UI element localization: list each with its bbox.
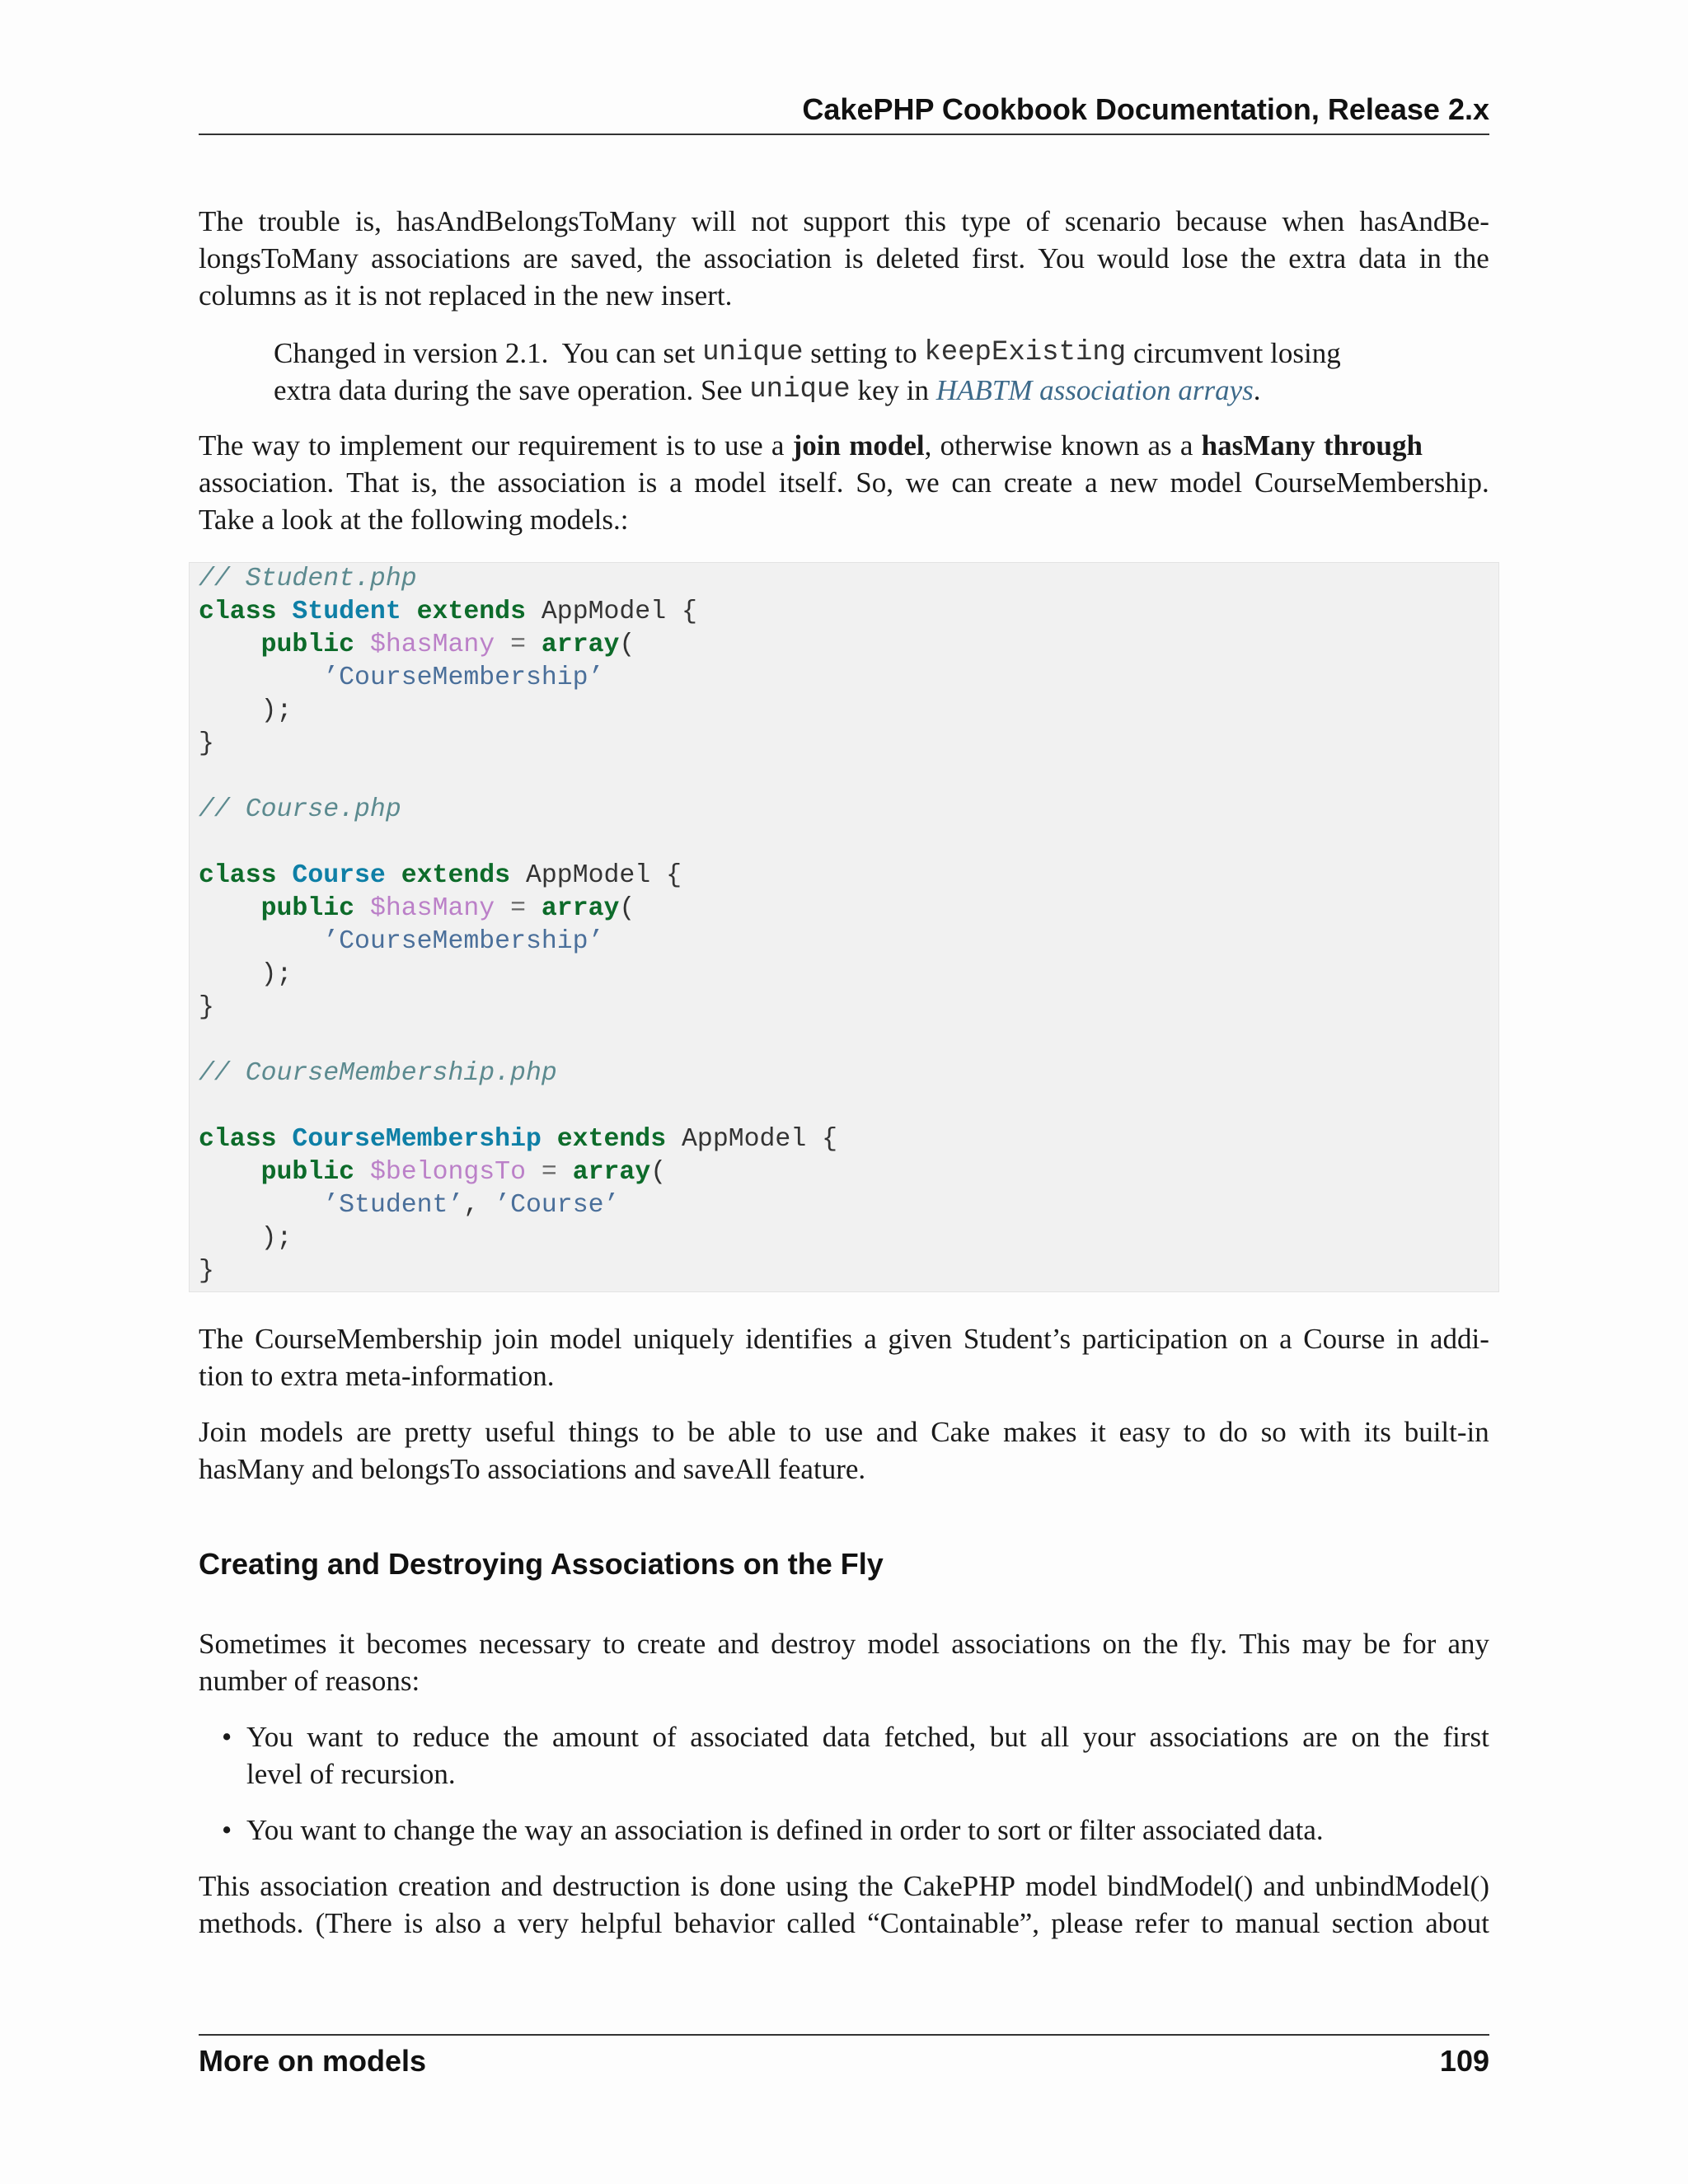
running-header: CakePHP Cookbook Documentation, Release 2.x xyxy=(802,92,1489,126)
version-note-line-1: Changed in version 2.1. You can set unique setting to keepExisting circumvent losing xyxy=(274,335,1461,372)
section-intro xyxy=(199,1625,1489,1699)
footer-divider xyxy=(199,2034,1489,2036)
join-line-2: association. That is, the association is a model itself. So, we can create a new model CourseMembership. xyxy=(199,466,1489,499)
section-outro-line: methods. (There is also a very helpful behavior called “Containable”, please refer to manual section about xyxy=(199,1907,1489,1939)
class-name: CourseMembership xyxy=(292,1125,542,1154)
bullet-icon: • xyxy=(222,1721,232,1753)
code-unique: unique xyxy=(749,374,851,405)
code-listing: // Student.php class Student extends AppModel { public $hasMany = array( ’CourseMembership’ ); } // Course.php class Course extends AppModel { public $hasMany = array( ’CourseMembership’ ); } // CourseMembership.php class CourseMembership extends AppModel { public $belongsTo = array( ’Student’, ’Course’ ); } xyxy=(199,565,838,1286)
header-divider xyxy=(199,134,1489,135)
class-name: Student xyxy=(292,598,401,626)
join-model-usefulness xyxy=(199,1413,1489,1488)
page-number: 109 xyxy=(1439,2044,1489,2078)
code-unique: unique xyxy=(702,337,804,368)
list-item: • You want to reduce the amount of associated data fetched, but all your associations are on the first level of recursion. xyxy=(246,1718,1489,1793)
section-heading: Creating and Destroying Associations on the Fly xyxy=(199,1547,884,1581)
join-model-paragraph xyxy=(199,427,1489,538)
section-outro-line: This association creation and destruction is done using the CakePHP model bindModel() and unbindModel() xyxy=(199,1870,1489,1902)
code-keepexisting: keepExisting xyxy=(924,337,1127,368)
bullet-icon: • xyxy=(222,1814,232,1846)
code-comment: // Course.php xyxy=(199,795,401,824)
section-outro xyxy=(199,1868,1489,1942)
code-comment: // Student.php xyxy=(199,565,417,593)
code-comment: // CourseMembership.php xyxy=(199,1059,557,1088)
intro-line: longsToMany associations are saved, the association is deleted first. You would lose the extra data in the xyxy=(199,242,1489,274)
version-note-line-2: extra data during the save operation. See unique key in HABTM association arrays . xyxy=(274,372,1461,409)
intro-line: The trouble is, hasAndBelongsToMany will not support this type of scenario because when hasAndBe- xyxy=(199,205,1489,237)
section-intro-line: Sometimes it becomes necessary to create and destroy model associations on the fly. This may be for any xyxy=(199,1628,1489,1660)
explanation-line: The CourseMembership join model uniquely identifies a given Student’s participation on a Course in addi- xyxy=(199,1323,1489,1355)
version-note xyxy=(274,335,1461,409)
usefulness-line: Join models are pretty useful things to be able to use and Cake makes it easy to do so with its built-in xyxy=(199,1416,1489,1448)
footer-chapter-title: More on models xyxy=(199,2044,427,2078)
join-model-explanation xyxy=(199,1320,1489,1394)
list-item: • You want to change the way an association is defined in order to sort or filter associated data. xyxy=(246,1811,1489,1849)
explanation-line: tion to extra meta-information. xyxy=(199,1360,555,1392)
habtm-association-arrays-link[interactable]: HABTM association arrays xyxy=(935,374,1254,406)
intro-paragraph xyxy=(199,203,1489,314)
section-intro-line: number of reasons: xyxy=(199,1665,420,1697)
join-line-1: The way to implement our requirement is to use a join model , otherwise known as a hasMany through xyxy=(199,429,1423,462)
intro-line: columns as it is not replaced in the new insert. xyxy=(199,279,733,312)
usefulness-line: hasMany and belongsTo associations and saveAll feature. xyxy=(199,1453,866,1485)
class-name: Course xyxy=(292,861,386,890)
join-line-3: Take a look at the following models.: xyxy=(199,504,629,536)
